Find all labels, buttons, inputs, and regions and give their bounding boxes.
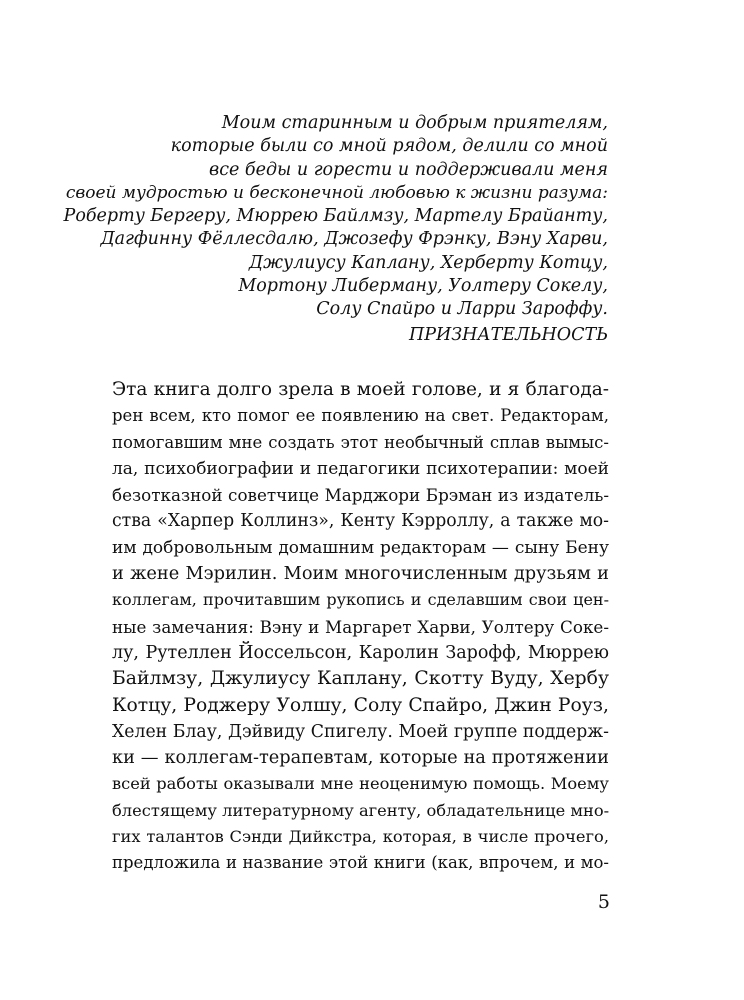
body-line: ства «Харпер Коллинз», Кенту Кэрроллу, а также мо- xyxy=(112,511,609,532)
dedication-line: Моим старинным и добрым приятелям, xyxy=(221,113,608,133)
body-line: ла, психобиографии и педагогики психотерапии: моей xyxy=(112,458,609,479)
body-line: Байлмзу, Джулиусу Каплану, Скотту Вуду, Хербу xyxy=(112,668,609,690)
body-line: рен всем, кто помог ее появлению на свет. Редакторам, xyxy=(112,406,609,426)
body-line: блестящему литературному агенту, обладательнице мно- xyxy=(112,800,610,820)
dedication-line: Солу Спайро и Ларри Зароффу. xyxy=(316,299,608,320)
body-line: ные замечания: Вэну и Маргарет Харви, Уолтеру Соке- xyxy=(112,616,609,637)
dedication-line: которые были со мной рядом, делили со мной xyxy=(170,136,608,157)
body-line: всей работы оказывали мне неоценимую помощь. Моему xyxy=(112,774,609,794)
body-line: ки — коллегам-терапевтам, которые на протяжении xyxy=(112,748,609,769)
section-title: ПРИЗНАТЕЛЬНОСТЬ xyxy=(408,325,608,345)
body-line: лу, Рутеллен Йоссельсон, Каролин Зарофф, Мюррею xyxy=(112,642,609,663)
body-line: Хелен Блау, Дэйвиду Спигелу. Моей группе поддерж- xyxy=(112,721,609,742)
page-number: 5 xyxy=(597,891,610,913)
body-paragraph xyxy=(112,377,609,877)
body-line: Эта книга долго зрела в моей голове, и я благода- xyxy=(112,379,609,400)
body-line: Котцу, Роджеру Уолшу, Солу Спайро, Джин Роуз, xyxy=(112,694,609,716)
body-line: помогавшим мне создать этот необычный сплав вымыс- xyxy=(112,432,609,452)
dedication-epigraph xyxy=(60,112,608,322)
body-line: гих талантов Сэнди Дийкстра, которая, в числе прочего, xyxy=(112,827,609,847)
dedication-line: Мортону Либерману, Уолтеру Сокелу, xyxy=(238,276,608,297)
dedication-line: своей мудростью и бесконечной любовью к жизни разума: xyxy=(65,182,608,203)
body-line: коллегам, прочитавшим рукопись и сделавшим свои цен- xyxy=(112,590,609,610)
dedication-line: Дагфинну Фёллесдалю, Джозефу Фрэнку, Вэну Харви, xyxy=(100,229,608,250)
body-line: и жене Мэрилин. Моим многочисленным друзьям и xyxy=(112,564,609,585)
body-line: им добровольным домашним редакторам — сыну Бену xyxy=(112,537,609,558)
body-line: предложила и название этой книги (как, впрочем, и мо- xyxy=(112,853,609,873)
dedication-line: Джулиусу Каплану, Херберту Котцу, xyxy=(248,252,608,273)
body-line: безотказной советчице Марджори Брэман из издатель- xyxy=(112,485,609,506)
dedication-line: все беды и горести и поддерживали меня xyxy=(209,159,608,180)
dedication-line: Роберту Бергеру, Мюррею Байлмзу, Мартелу Брайанту, xyxy=(63,206,608,227)
